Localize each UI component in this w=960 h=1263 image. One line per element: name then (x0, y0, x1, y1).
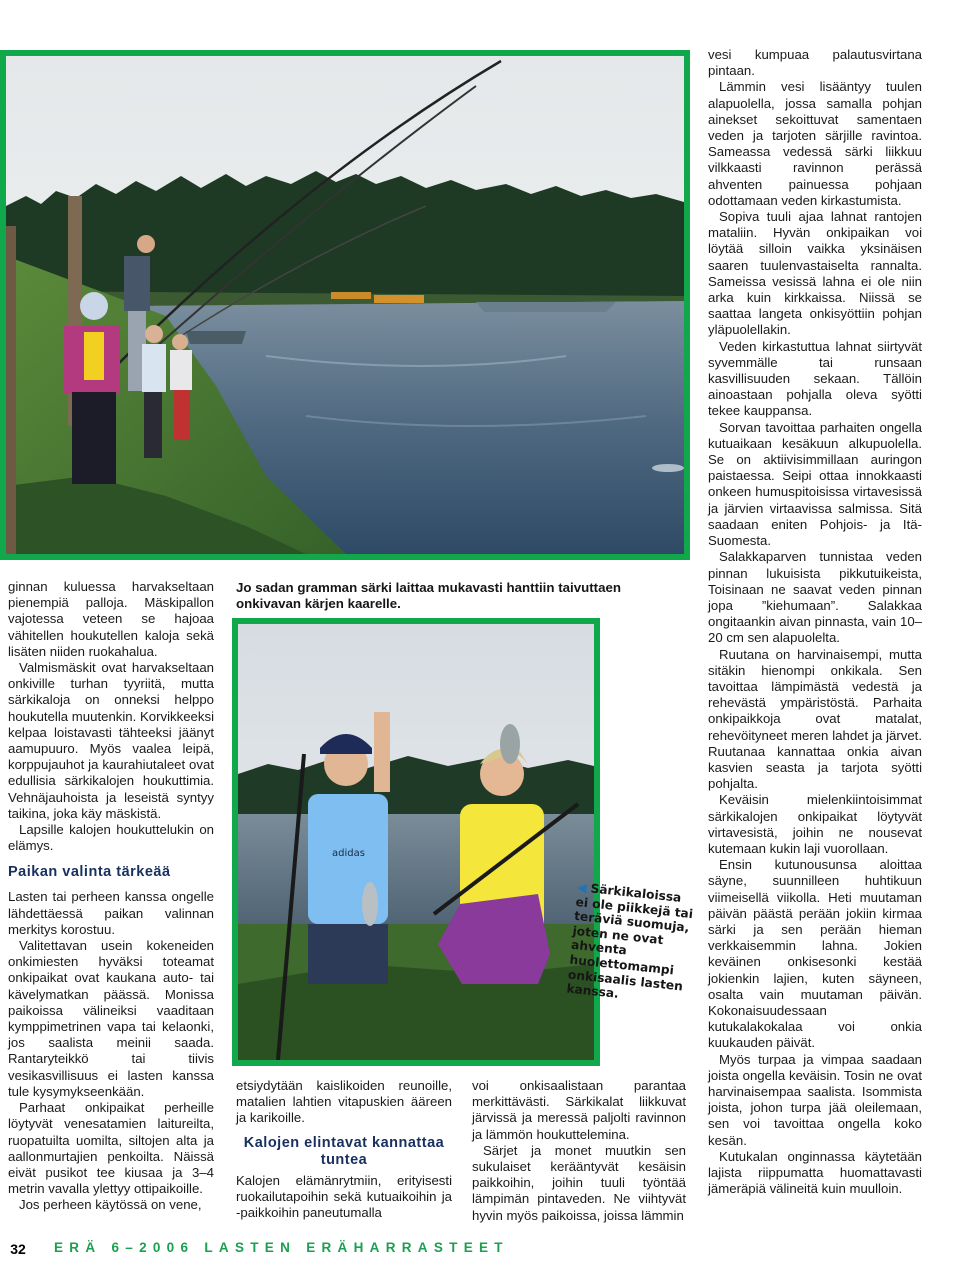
right-bottom-column (472, 1078, 686, 1224)
right-paragraph-2: Lämmin vesi lisääntyy tuulen alapuolella, jossa samalla pohjan ainekset sekoittuvat samentaen veden ja tarjoten särjille ravintoa. Sameassa vedessä särki liikkuu vilkkaasti ravinnon perässä ahventen painuessa pohjaan odottamaan veden kirkastumista. (708, 79, 922, 208)
river-fishing-photo (6, 56, 684, 554)
left-paragraph-6: Parhaat onkipaikat perheille löytyvät venesatamien laitureilta, ruopatuilta uomilta, siltojen alta ja aallonmurtajien penkoilta. Näissä eivät pusikot tee kiusaa ja 3–4 metrin vavalla ylettyy ottipaikoille. (8, 1100, 214, 1197)
right-paragraph-6: Salakkaparven tunnistaa veden pinnan lukuisista pikkutuikeista, Toisinaan ne saavat veden pinnan jopa ”kiehumaan”. Salakkaa ongitaankin aivan pinnasta, vain 10–20 cm sen alapuolelta. (708, 549, 922, 646)
magazine-footer: ERÄ 6–2006 LASTEN ERÄHARRASTEET (54, 1240, 509, 1255)
right-paragraph-8: Keväisin mielenkiintoisimmat särkikalojen onkipaikat löytyvät virtavesistä, joihin ne nousevat kutemaan kukin laji vuorollaan. (708, 792, 922, 856)
mid-paragraph-1: etsiydytään kaislikoiden reunoille, matalien lahtien vitapuskien ääreen ja karikoille. (236, 1078, 452, 1126)
svg-text:adidas: adidas (332, 848, 365, 859)
right-paragraph-10: Myös turpaa ja vimpaa saadaan joista ongella keväisin. Tosin ne ovat harvinaisempaa saalista. Isommista joista, johon turpa jää oleilemaan, sen voi tavoittaa ongella koko kesän. (708, 1051, 922, 1148)
side-caption-text: Särkikaloissa ei ole piikkejä tai teräviä suomuja, joten ne ovat ahventa huolettomampi onkisaalis lasten kanssa. (565, 881, 694, 1001)
right-paragraph-4: Veden kirkastuttua lahnat siirtyvät syvemmälle tai runsaan kasvillisuuden sekaan. Tällöin ainoastaan pohjalla oleva syötti tekee kauppansa. (708, 338, 922, 419)
photo-caption: Jo sadan gramman särki laittaa mukavasti hanttiin taivuttaen onkivavan kärjen kaarelle. (236, 580, 621, 611)
left-paragraph-4: Lasten tai perheen kanssa ongelle lähdettäessä paikan valinnan merkitys korostuu. (8, 889, 214, 937)
right-paragraph-7: Ruutana on harvinaisempi, mutta sitäkin hienompi onkikala. Sen tavoittaa lämpimästä vedestä ja rehevästä ympäristöstä. Parhaita onkipaikkoja ovat matalat, rehevöityneet meren lahdet ja järvet. Ruutanaa kannattaa onkia aivan kasvien seasta ja tarjota syötti pohjalta. (708, 646, 922, 792)
section-heading-location: Paikan valinta tärkeää (8, 864, 171, 881)
right-paragraph-5: Sorvan tavoittaa parhaiten ongella kutuaikaan kesäkuun alkupuolella. Se on aktiivisimmillaan auringon paistaessa. Seipi ottaa innokkaasti onkeen humuspitoisissa virtavesissä ja järvien virtaavissa salmissa. Sitä saadaan eniten Pohjois- ja Itä-Suomesta. (708, 419, 922, 549)
right-paragraph-9: Ensin kutunousunsa aloittaa säyne, suunnilleen huhtikuun viimeisellä viikolla. Heti muutaman päivän päästä perään jokiin kirmaa särki ja sen perään hieman verkkaisemmin lahna. Jokien keväinen onkisesonki kestää jokienkin lajien, kuten säyneen, osalta vain muutaman päivän. Kokonaisuudessaan kutukalakokalaa voi onkia kuukauden päivät. (708, 857, 922, 1051)
left-paragraph-2: Valmismäskit ovat harvakseltaan onkiville turhan tyyriitä, mutta särkikaloja on onneksi helppo houkutella muutenkin. Korvikkeeksi kelpaa loistavasti tähteeksi jäänyt aamupuuro. Myös vaalea leipä, korppujauhot ja kaurahiutaleet ovat edullisia särkikalojen houkuttimia. Vehnäjauhoista ja leseistä syntyy taikina, joka käy mäskistä. (8, 660, 214, 821)
mid-paragraph-2: Kalojen elämänrytmiin, erityisesti ruokailutapoihin sekä kutuaikoihin ja -paikkoihin paneutumalla (236, 1172, 452, 1221)
left-column (8, 579, 214, 1214)
left-paragraph-7: Jos perheen käytössä on vene, (19, 1197, 202, 1213)
right-column (708, 47, 922, 1197)
page-number: 32 (10, 1241, 26, 1257)
right-paragraph-3: Sopiva tuuli ajaa lahnat rantojen mataliin. Hyvän onkipaikan voi löytää silloin vaikka yksinäisen saaren tuulenvastaiselta rannalta. Sameissa vesissä lahna ei ole niin arka kuin kirkkaissa. Niissä se saattaa langeta onkisyöttiin pohjan yläpuolellakin. (708, 209, 922, 338)
right-paragraph-11: Kutukalan onginnassa käytetään lajista riippumatta huomattavasti jämeräpiä välineitä kuin muulloin. (708, 1148, 922, 1197)
caption-arrow-icon: ◀ (576, 880, 588, 895)
section-heading-habits: Kalojen elintavat kannattaa tuntea (243, 1134, 445, 1168)
kids-photo (232, 618, 600, 1066)
left-paragraph-3: Lapsille kalojen houkuttelukin on elämys. (8, 822, 214, 854)
side-caption (566, 880, 696, 1008)
left-paragraph-5: Valitettavan usein kokeneiden onkimiesten hyväksi toteamat onkipaikat ovat kaukana auto- tai kävelymatkan päässä. Monissa paikoissa välineiksi vaaditaan kymppimetrinen vapa tai kelaonki, jos saalista meinii saada. Rantaryteikkö tai tiivis vesikasvillisuus ei lasten kanssa tule kysymykseenkään. (8, 938, 214, 1099)
top-photo (0, 50, 690, 560)
left-paragraph-1: ginnan kuluessa harvakseltaan pienempiä palloja. Mäskipallon vajotessa veteen se hajoaa vähitellen houkutellen kaloja sekä lisäten niiden ruokahalua. (8, 579, 214, 659)
right-bottom-paragraph-1: voi onkisaalistaan parantaa merkittävästi. Särkikalat liikkuvat järvissä ja meressä paljolti ravinnon ja lämmön houkuttelemina. (472, 1078, 686, 1142)
right-paragraph-1: vesi kumpuaa palautusvirtana pintaan. (708, 47, 922, 79)
children-with-catch-photo (238, 624, 594, 1060)
right-bottom-paragraph-2: Särjet ja monet muutkin sen sukulaiset kerääntyvät kesäisin paikkoihin, joihin tuuli työntää lämpimän pintaveden. Ne viihtyvät hyvin myös paikoissa, joissa lämmin (472, 1142, 686, 1223)
middle-column (236, 1078, 452, 1221)
